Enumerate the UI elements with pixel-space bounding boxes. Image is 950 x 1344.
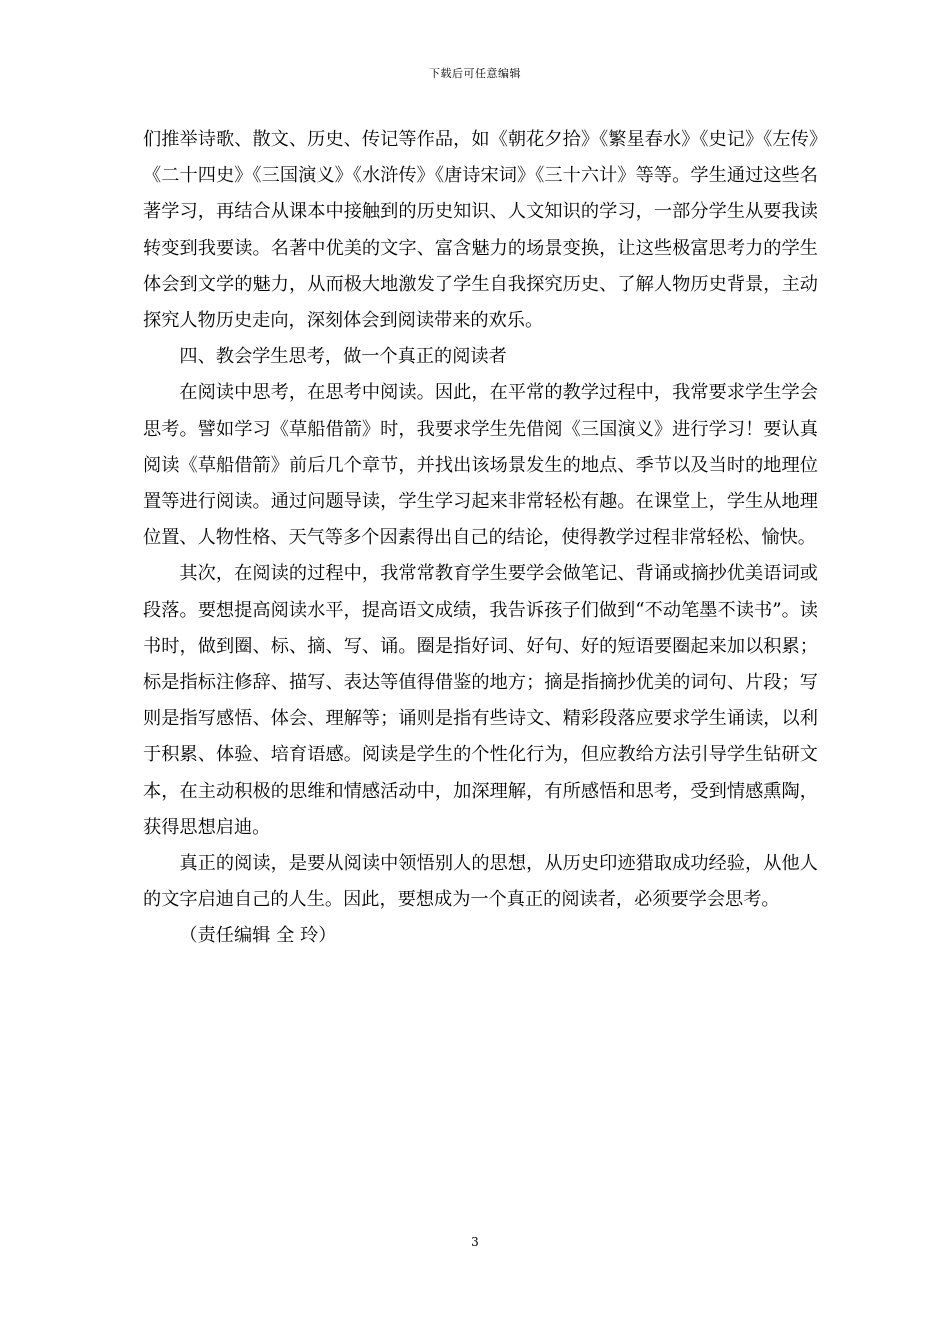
paragraph-recommended-works: 们推举诗歌、散文、历史、传记等作品，如《朝花夕拾》《繁星春水》《史记》《左传》《二十四史》《三国演义》《水浒传》《唐诗宋词》《三十六计》等等。学生通过这些名著学习，再结合从课本中接触到的历史知识、人文知识的学习，一部分学生从要我读转变到我要读。名著中优美的文字、富含魅力的场景变换，让这些极富思考力的学生体会到文学的魅力，从而极大地激发了学生自我探究历史、了解人物历史背景，主动探究人物历史走向，深刻体会到阅读带来的欢乐。 — [143, 129, 818, 332]
document-body — [143, 122, 818, 955]
editor-credit: （责任编辑 全 玲） — [179, 925, 337, 947]
paragraph-thinking-in-reading: 在阅读中思考，在思考中阅读。因此，在平常的教学过程中，我常要求学生学会思考。譬如学习《草船借箭》时，我要求学生先借阅《三国演义》进行学习！要认真阅读《草船借箭》前后几个章节，并找出该场景发生的地点、季节以及当时的地理位置等进行阅读。通过问题导读，学生学习起来非常轻松有趣。在课堂上，学生从地理位置、人物性格、天气等多个因素得出自己的结论，使得教学过程非常轻松、愉快。 — [143, 382, 818, 549]
section-heading: 四、教会学生思考，做一个真正的阅读者 — [179, 346, 507, 368]
page-number: 3 — [471, 1235, 479, 1249]
page-header: 下载后可任意编辑 — [429, 67, 521, 80]
paragraph-note-taking: 其次，在阅读的过程中，我常常教育学生要学会做笔记、背诵或摘抄优美语词或段落。要想提高阅读水平，提高语文成绩，我告诉孩子们做到“不动笔墨不读书”。读书时，做到圈、标、摘、写、诵。圈是指好词、好句、好的短语要圈起来加以积累；标是指标注修辞、描写、表达等值得借鉴的地方；摘是指摘抄优美的词句、片段；写则是指写感悟、体会、理解等；诵则是指有些诗文、精彩段落应要求学生诵读，以利于积累、体验、培育语感。阅读是学生的个性化行为，但应教给方法引导学生钻研文本，在主动积极的思维和情感活动中，加深理解，有所感悟和思考，受到情感熏陶，获得思想启迪。 — [143, 563, 818, 838]
paragraph-conclusion: 真正的阅读，是要从阅读中领悟别人的思想，从历史印迹猎取成功经验，从他人的文字启迪自己的人生。因此，要想成为一个真正的阅读者，必须要学会思考。 — [143, 853, 818, 911]
